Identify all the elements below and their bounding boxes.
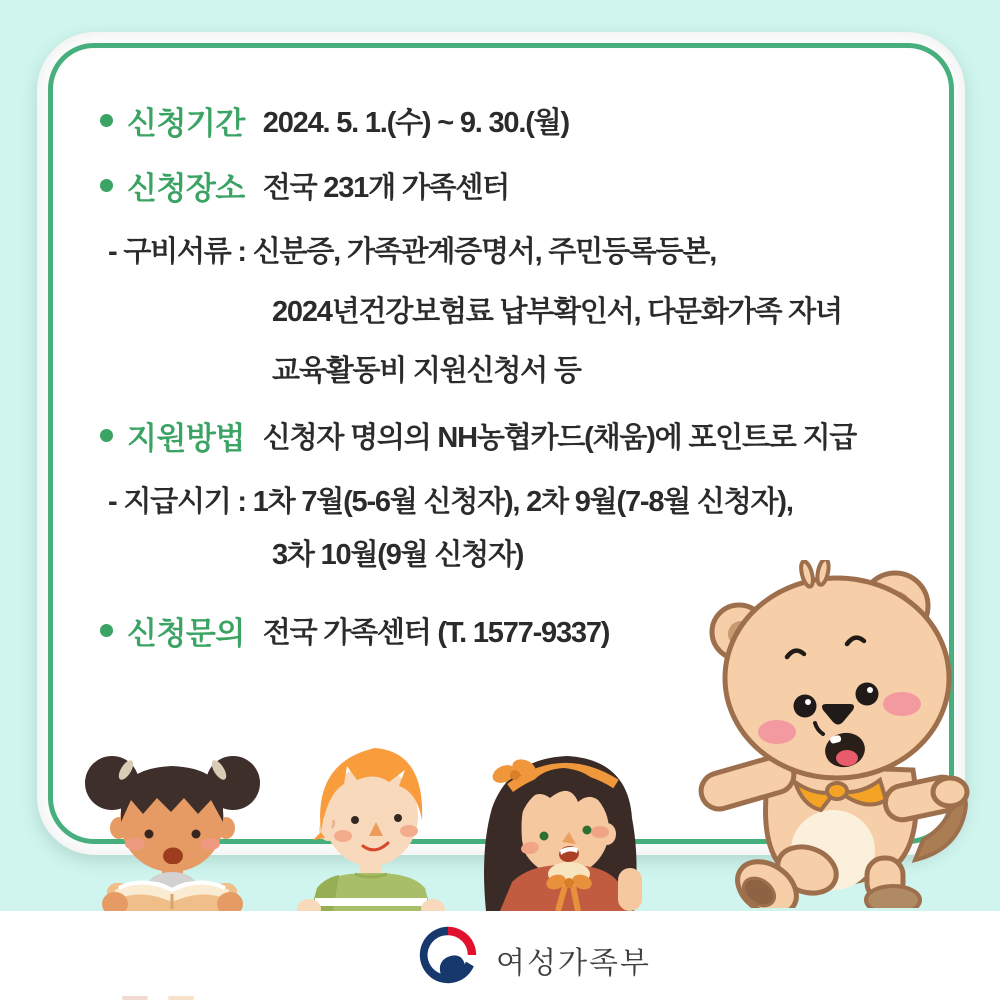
bottom-edge-artifact xyxy=(168,996,194,1000)
line-text: 전국 가족센터 (T. 1577-9337) xyxy=(262,616,610,649)
line-text: 전국 231개 가족센터 xyxy=(262,171,509,204)
info-line-application-place xyxy=(100,167,509,206)
line-text: 2024년건강보험료 납부확인서, 다문화가족 자녀 xyxy=(272,295,842,328)
line-label: 신청문의 xyxy=(127,615,245,651)
info-line-support-method xyxy=(100,417,857,456)
bullet-dot-icon xyxy=(100,179,113,192)
info-line-payment-schedule-cont xyxy=(272,534,523,570)
info-line-required-documents xyxy=(108,231,716,267)
line-label: 지원방법 xyxy=(127,420,245,456)
girl-reading-illustration xyxy=(85,738,260,911)
bottom-edge-artifact xyxy=(122,996,148,1000)
line-text: 신청자 명의의 NH농협카드(채움)에 포인트로 지급 xyxy=(262,421,857,454)
line-label: 신청장소 xyxy=(127,170,245,206)
line-label: 신청기간 xyxy=(127,105,245,141)
quokka-mascot-illustration xyxy=(695,560,995,908)
info-line-required-documents-cont1 xyxy=(272,291,842,327)
bullet-dot-icon xyxy=(100,114,113,127)
bullet-dot-icon xyxy=(100,624,113,637)
line-text: 교육활동비 지원신청서 등 xyxy=(272,354,581,387)
info-line-application-period xyxy=(100,102,569,141)
girl-red-dress-illustration xyxy=(470,730,650,911)
line-text: - 지급시기 : 1차 7월(5-6월 신청자), 2차 9월(7-8월 신청자), xyxy=(108,485,793,518)
info-line-payment-schedule xyxy=(108,481,793,517)
korea-government-emblem-icon xyxy=(418,925,478,985)
info-line-inquiry xyxy=(100,612,610,651)
line-text: 3차 10월(9월 신청자) xyxy=(272,538,524,571)
bullet-dot-icon xyxy=(100,429,113,442)
info-line-required-documents-cont2 xyxy=(272,350,581,386)
ministry-name: 여성가족부 xyxy=(496,947,651,980)
boy-illustration xyxy=(295,728,445,911)
line-text: 2024. 5. 1.(수) ~ 9. 30.(월) xyxy=(262,106,569,139)
line-text: - 구비서류 : 신분증, 가족관계증명서, 주민등록등본, xyxy=(108,235,717,268)
